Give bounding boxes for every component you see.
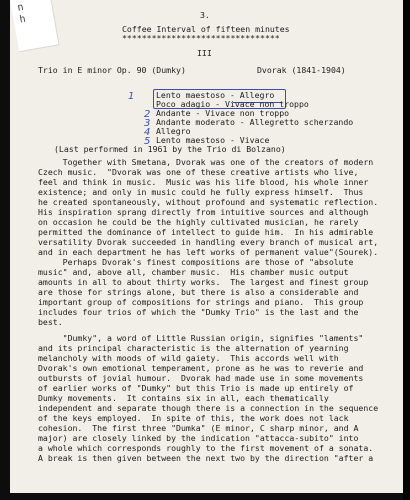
- body-line: Dvorak's own emotional temperament, prone as he was to reverie and: [38, 363, 364, 373]
- body-line: melancholy with moods of wild gaiety. This accords well with: [38, 353, 339, 363]
- body-line: includes four trios of which the "Dumky Trio" is the last and the: [38, 307, 359, 317]
- body-line: Dumky movements. It contains six in all, each thematically: [38, 393, 329, 403]
- body-line: A break is then given between the next two by the direction "after a: [38, 453, 374, 463]
- body-line: and its principal characteristic is the alternation of yearning: [38, 343, 349, 353]
- body-line: His inspiration sprang directly from intuitive sources and although: [38, 207, 369, 217]
- body-line: are those for strings alone, but there is also a considerable and: [38, 287, 359, 297]
- body-line: Czech music. "Dvorak was one of these creative artists who live,: [38, 167, 359, 177]
- body-line: important group of compositions for strings and piano. This group: [38, 297, 364, 307]
- body-line: cohesion. The first three "Dumka" (E minor, C sharp minor, and A: [38, 423, 359, 433]
- movement: Poco adagio - Vivace non troppo: [156, 99, 309, 109]
- performance-note: (Last performed in 1961 by the Trio di Bolzano): [54, 144, 286, 154]
- movement: Lento maestoso - Allegro: [156, 90, 275, 100]
- heading: Coffee Interval of fifteen minutes: [122, 24, 290, 34]
- body-line: amounts in all to about thirty works. The largest and finest group: [38, 277, 369, 287]
- movement: Andante moderato - Allegretto scherzando: [156, 117, 354, 127]
- body-line: major) are closely linked by the indication "attacca-subito" into: [38, 433, 359, 443]
- body-line: Perhaps Dvorak's finest compositions are those of "absolute: [38, 257, 354, 267]
- body-line: he created spontaneously, without profound and systematic reflection.: [38, 197, 379, 207]
- body-line: on occasion he could be the highly cultivated musician, he rarely: [38, 217, 359, 227]
- composer-dates: Dvorak (1841-1904): [257, 65, 346, 75]
- body-line: and in each department he has left works of permanent value"(Sourek).: [38, 247, 379, 257]
- section-number: III: [197, 48, 212, 58]
- body-line: versatility Dvorak succeeded in handling every branch of musical art,: [38, 237, 379, 247]
- movement: Allegro: [156, 126, 191, 136]
- body-line: a whole which corresponds roughly to the first movement of a sonata.: [38, 443, 374, 453]
- document-page: [10, 0, 403, 493]
- body-line: best.: [38, 317, 63, 327]
- work-title: Trio in E minor Op. 90 (Dumky): [38, 65, 186, 75]
- body-line: independent and separate though there is a connection in the sequence: [38, 403, 379, 413]
- body-line: feel and think in music. Music was his life blood, his whole inner: [38, 177, 369, 187]
- movement-mark: 1: [128, 91, 135, 102]
- movement-mark: 4: [144, 127, 151, 138]
- movement: Andante - Vivace non troppo: [156, 108, 290, 118]
- movement-mark: 3: [144, 118, 151, 129]
- body-line: "Dumky", a word of Little Russian origin, signifies "laments": [38, 333, 364, 343]
- body-line: existence; and only in music could he fully express himself. Thus: [38, 187, 364, 197]
- body-line: of the keys employed. In spite of this, the work does not lack: [38, 413, 349, 423]
- body-line: outbursts of jovial humour. Dvorak had made use in some movements: [38, 373, 364, 383]
- corner-note: n h: [16, 1, 27, 38]
- body-line: permitted the dominance of intellect to guide him. In his admirable: [38, 227, 374, 237]
- overlapping-paper-corner: [10, 0, 60, 52]
- body-line: Together with Smetana, Dvorak was one of the creators of modern: [38, 157, 374, 167]
- movement-mark: 2: [144, 109, 151, 120]
- page-number: 3.: [200, 10, 210, 20]
- body-line: of earlier works of "Dumky" but this Trio is made up entirely of: [38, 383, 354, 393]
- page-edge-shadow: [403, 0, 410, 500]
- heading-rule: ********************************: [122, 33, 280, 43]
- body-line: music" and, above all, chamber music. His chamber music output: [38, 267, 349, 277]
- movement: Lento maestoso - Vivace: [156, 135, 270, 145]
- movement-mark: 5: [144, 136, 151, 147]
